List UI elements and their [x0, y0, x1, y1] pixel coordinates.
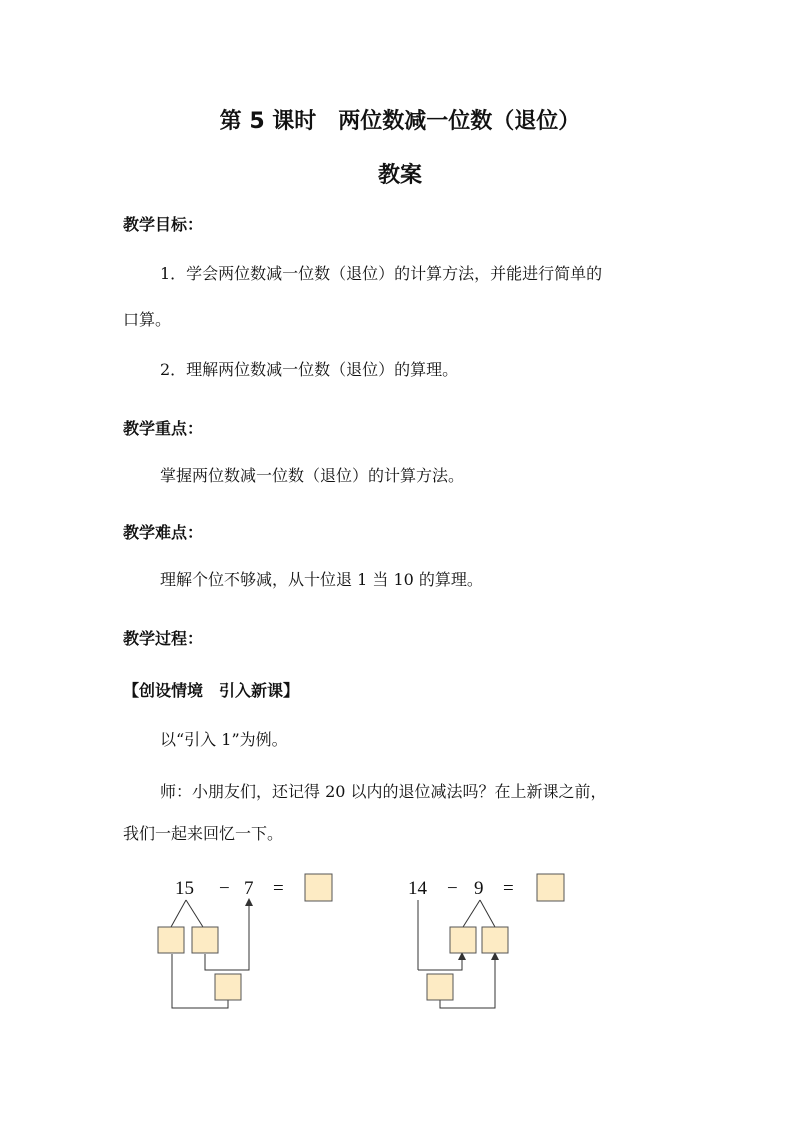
difficulties-text: 理解个位不够减，从十位退 1 当 10 的算理。	[160, 570, 483, 589]
key-points-heading: 教学重点：	[123, 419, 204, 438]
right-split-box-tens[interactable]	[450, 927, 476, 953]
left-intermediate-box[interactable]	[215, 974, 241, 1000]
key-points-text: 掌握两位数减一位数（退位）的计算方法。	[160, 466, 465, 485]
intro-text: 以“引入 1”为例。	[160, 730, 288, 749]
difficulties-heading: 教学难点：	[123, 523, 204, 542]
right-equals-sign: =	[503, 878, 514, 899]
objective-item-2: 2．理解两位数减一位数（退位）的算理。	[160, 360, 459, 379]
left-minuend: 15	[175, 878, 194, 899]
left-equals-sign: =	[273, 878, 284, 899]
objective-item-1-line-1: 1．学会两位数减一位数（退位）的计算方法，并能进行简单的	[160, 264, 603, 283]
left-subtrahend: 7	[244, 878, 254, 899]
right-minus-sign: −	[447, 878, 458, 899]
right-answer-box[interactable]	[537, 874, 564, 901]
subtraction-diagram	[0, 860, 800, 1030]
right-minuend: 14	[408, 878, 427, 899]
left-split-box-tens[interactable]	[158, 927, 184, 953]
lesson-subtitle: 教案	[377, 163, 422, 188]
right-subtrahend: 9	[474, 878, 484, 899]
right-split-box-ones[interactable]	[482, 927, 508, 953]
objective-item-1-line-2: 口算。	[123, 310, 172, 329]
process-heading: 教学过程：	[123, 629, 204, 648]
lesson-title: 第 5 课时 两位数减一位数（退位）	[219, 109, 581, 134]
teacher-line-1: 师：小朋友们，还记得 20 以内的退位减法吗？在上新课之前，	[160, 782, 607, 801]
left-split-box-ones[interactable]	[192, 927, 218, 953]
left-answer-box[interactable]	[305, 874, 332, 901]
left-minus-sign: −	[219, 878, 230, 899]
right-intermediate-box[interactable]	[427, 974, 453, 1000]
teacher-line-2: 我们一起来回忆一下。	[123, 824, 284, 843]
section-heading: 【创设情境 引入新课】	[123, 681, 300, 700]
objectives-heading: 教学目标：	[123, 215, 204, 234]
